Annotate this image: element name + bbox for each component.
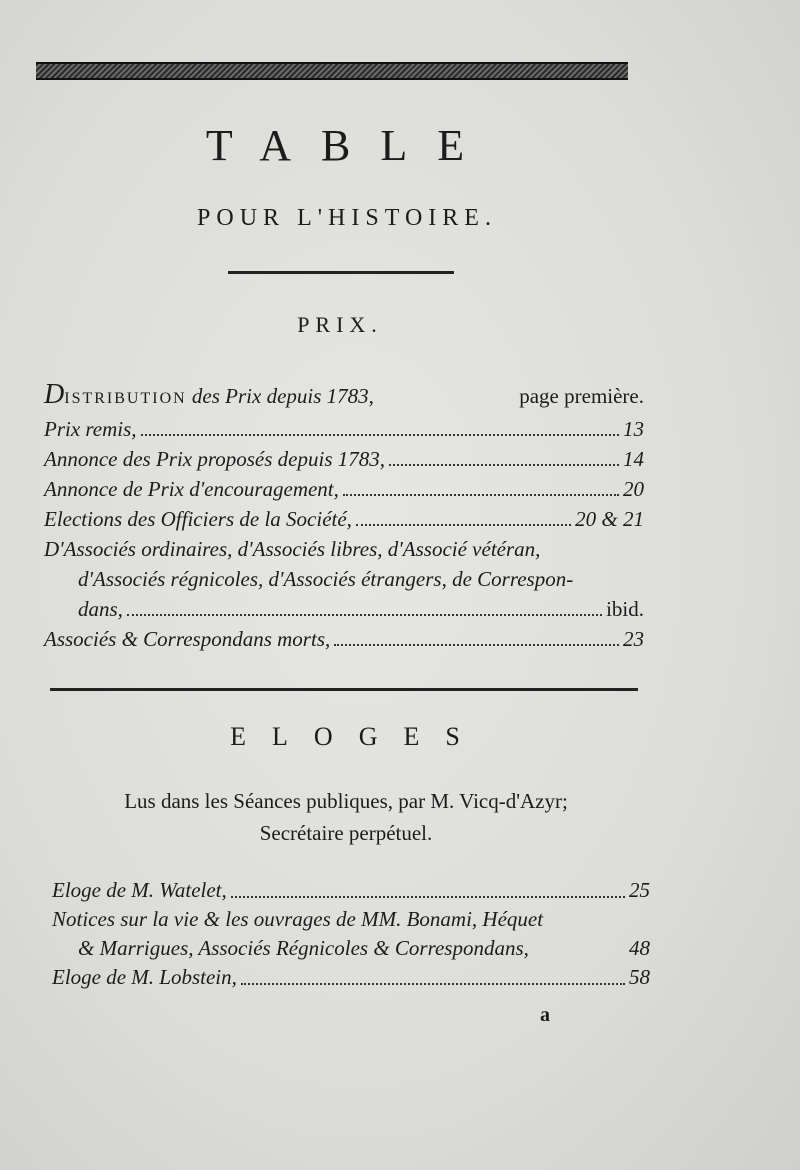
- entry-label: Annonce de Prix d'encouragement,: [44, 477, 339, 501]
- entry-label: Associés & Correspondans morts,: [44, 627, 331, 651]
- header-ornament: [36, 62, 628, 80]
- entry-associes-line1: [44, 534, 644, 564]
- page-subtitle: POUR L'HISTOIRE.: [197, 205, 497, 231]
- entry-morts: [44, 624, 644, 654]
- entry-page: 13: [623, 417, 644, 441]
- entry-page: 20: [623, 477, 644, 501]
- leader-dots: [241, 983, 625, 985]
- divider-long: [50, 688, 638, 691]
- entry-label: Eloge de M. Lobstein,: [52, 965, 237, 989]
- signature-mark: a: [540, 1004, 550, 1026]
- entry-elections: [44, 504, 644, 534]
- entry-annonce-encouragement: [44, 474, 644, 504]
- page-title: TABLE: [205, 121, 495, 170]
- entry-text: D'Associés ordinaires, d'Associés libres, d'Associé vétéran,: [44, 537, 541, 561]
- intro-line-1: Lus dans les Séances publiques, par M. Vicq-d'Azyr;: [124, 789, 568, 813]
- entry-label: Elections des Officiers de la Société,: [44, 507, 352, 531]
- eloges-entries: [52, 876, 650, 992]
- divider-short: [228, 271, 454, 274]
- entry-page: 25: [629, 878, 650, 902]
- entry-text: d'Associés régnicoles, d'Associés étrangers, de Correspon-: [78, 567, 574, 591]
- entry-page: 20 & 21: [575, 507, 644, 531]
- smallcaps-text: ISTRIBUTION: [64, 390, 187, 407]
- entry-label: Eloge de M. Watelet,: [52, 878, 227, 902]
- entry-page: 48: [629, 936, 650, 960]
- entry-distribution: [44, 380, 644, 414]
- entry-text: des Prix depuis 1783,: [186, 384, 374, 408]
- leader-dots: [334, 644, 619, 646]
- leader-dots: [356, 524, 571, 526]
- entry-page: ibid.: [606, 597, 644, 621]
- entry-associes-line2: [44, 564, 644, 594]
- leader-dots: [127, 614, 602, 616]
- entry-page: 58: [629, 965, 650, 989]
- entry-page: page première.: [519, 384, 644, 408]
- entry-annonce-prix: [44, 444, 644, 474]
- prix-entries: [44, 380, 644, 654]
- leader-dots: [389, 464, 619, 466]
- entry-lobstein: [52, 963, 650, 992]
- leader-dots: [141, 434, 619, 436]
- entry-label: [44, 380, 374, 414]
- entry-notices-line1: [52, 905, 650, 934]
- entry-page: 14: [623, 447, 644, 471]
- entry-text: Notices sur la vie & les ouvrages de MM. Bonami, Héquet: [52, 907, 544, 931]
- leader-dots: [343, 494, 619, 496]
- entry-label: & Marrigues, Associés Régnicoles & Correspondans,: [78, 936, 529, 960]
- section-heading-prix: PRIX.: [297, 312, 383, 337]
- drop-letter: D: [44, 379, 65, 410]
- section-heading-eloges: ELOGES: [230, 722, 486, 751]
- entry-label: Prix remis,: [44, 417, 137, 441]
- intro-line-2: Secrétaire perpétuel.: [259, 821, 433, 845]
- entry-associes-line3: [44, 594, 644, 624]
- eloges-intro: [46, 785, 646, 849]
- entry-watelet: [52, 876, 650, 905]
- entry-prix-remis: [44, 414, 644, 444]
- entry-page: 23: [623, 627, 644, 651]
- entry-label: dans,: [78, 597, 123, 621]
- entry-label: Annonce des Prix proposés depuis 1783,: [44, 447, 386, 471]
- entry-notices-line2: [52, 934, 650, 963]
- leader-dots: [231, 896, 625, 898]
